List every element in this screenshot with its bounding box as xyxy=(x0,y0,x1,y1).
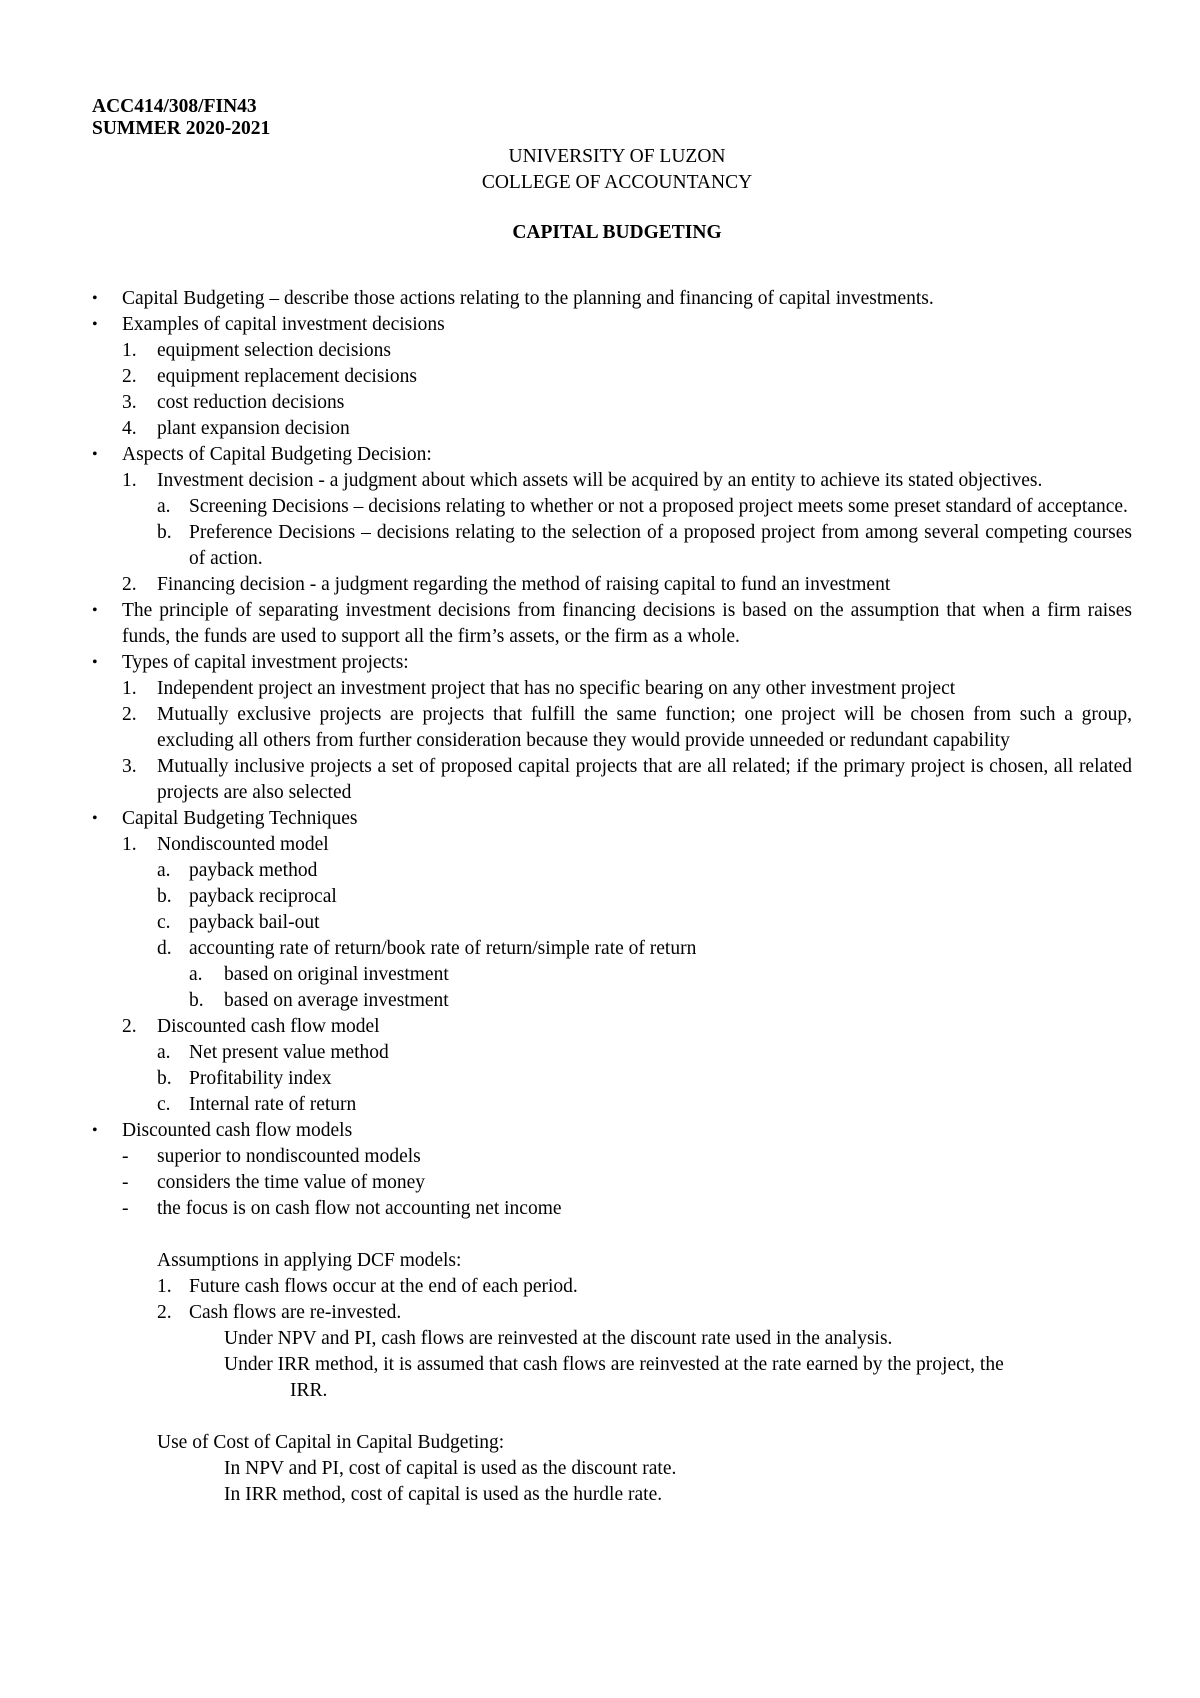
paragraph: In NPV and PI, cost of capital is used as the discount rate. xyxy=(224,1458,677,1479)
paragraph: Under NPV and PI, cash flows are reinvested at the discount rate used in the analysis. xyxy=(224,1328,893,1349)
list-item: b. Preference Decisions – decisions relating to the selection of a proposed project from among several competing courses of action. xyxy=(157,522,1132,569)
list-item: 4. plant expansion decision xyxy=(122,418,350,439)
college-name: COLLEGE OF ACCOUNTANCY xyxy=(481,172,753,193)
list-item: 1. Independent project an investment project that has no specific bearing on any other investment project xyxy=(122,678,956,699)
institution-block xyxy=(0,144,1200,196)
list-item: b. based on average investment xyxy=(189,990,449,1011)
section-heading: Use of Cost of Capital in Capital Budgeting: xyxy=(157,1432,505,1453)
list-item: - the focus is on cash flow not accounting net income xyxy=(122,1198,562,1219)
paragraph: In IRR method, cost of capital is used as the hurdle rate. xyxy=(224,1484,663,1505)
list-item: 1. equipment selection decisions xyxy=(122,340,391,361)
list-item: c. payback bail-out xyxy=(157,912,320,933)
list-item: 1. Nondiscounted model xyxy=(122,834,329,855)
section-heading: Assumptions in applying DCF models: xyxy=(157,1250,462,1271)
list-item: a. Screening Decisions – decisions relating to whether or not a proposed project meets some preset standard of acceptance. xyxy=(157,496,1128,517)
spacer xyxy=(92,1222,1132,1248)
list-item: - considers the time value of money xyxy=(122,1172,426,1193)
list-item: • Capital Budgeting – describe those actions relating to the planning and financing of capital investments. xyxy=(92,288,934,309)
list-item: 2. Financing decision - a judgment regarding the method of raising capital to fund an investment xyxy=(122,574,891,595)
list-item: a. based on original investment xyxy=(189,964,449,985)
list-item: 2. Cash flows are re-invested. xyxy=(157,1302,402,1323)
list-item: 1. Future cash flows occur at the end of each period. xyxy=(157,1276,578,1297)
list-item: • Aspects of Capital Budgeting Decision: xyxy=(92,444,432,465)
document-title: CAPITAL BUDGETING xyxy=(512,222,722,243)
list-item: 3. cost reduction decisions xyxy=(122,392,345,413)
list-item: 2. Mutually exclusive projects are projects that fulfill the same function; one project will be chosen from such a group, excluding all others from further consideration because they would provide unneeded or redundant capability xyxy=(122,704,1132,751)
list-item: 3. Mutually inclusive projects a set of proposed capital projects that are all related; if the primary project is chosen, all related projects are also selected xyxy=(122,756,1132,803)
course-header xyxy=(92,96,270,140)
university-name: UNIVERSITY OF LUZON xyxy=(508,146,726,167)
document-body xyxy=(92,286,1132,1508)
course-term: SUMMER 2020-2021 xyxy=(92,118,271,139)
list-item: 1. Investment decision - a judgment about which assets will be acquired by an entity to achieve its stated objectives. xyxy=(122,470,1043,491)
list-item: • Examples of capital investment decisions xyxy=(92,314,445,335)
list-item: - superior to nondiscounted models xyxy=(122,1146,421,1167)
list-item: a. payback method xyxy=(157,860,318,881)
list-item: b. payback reciprocal xyxy=(157,886,337,907)
paragraph: Under IRR method, it is assumed that cash flows are reinvested at the rate earned by the project, the IRR. xyxy=(224,1354,1004,1401)
list-item: a. Net present value method xyxy=(157,1042,389,1063)
list-item: • Capital Budgeting Techniques xyxy=(92,808,358,829)
course-code: ACC414/308/FIN43 xyxy=(92,96,257,117)
list-item: d. accounting rate of return/book rate of return/simple rate of return xyxy=(157,938,697,959)
list-item: • Types of capital investment projects: xyxy=(92,652,409,673)
list-item: 2. equipment replacement decisions xyxy=(122,366,417,387)
list-item: c. Internal rate of return xyxy=(157,1094,357,1115)
list-item: b. Profitability index xyxy=(157,1068,332,1089)
list-item: • Discounted cash flow models xyxy=(92,1120,353,1141)
spacer xyxy=(92,1404,1132,1430)
list-item: • The principle of separating investment decisions from financing decisions is based on the assumption that when a firm raises funds, the funds are used to support all the firm’s assets, or the firm as a whole. xyxy=(92,600,1132,647)
list-item: 2. Discounted cash flow model xyxy=(122,1016,380,1037)
